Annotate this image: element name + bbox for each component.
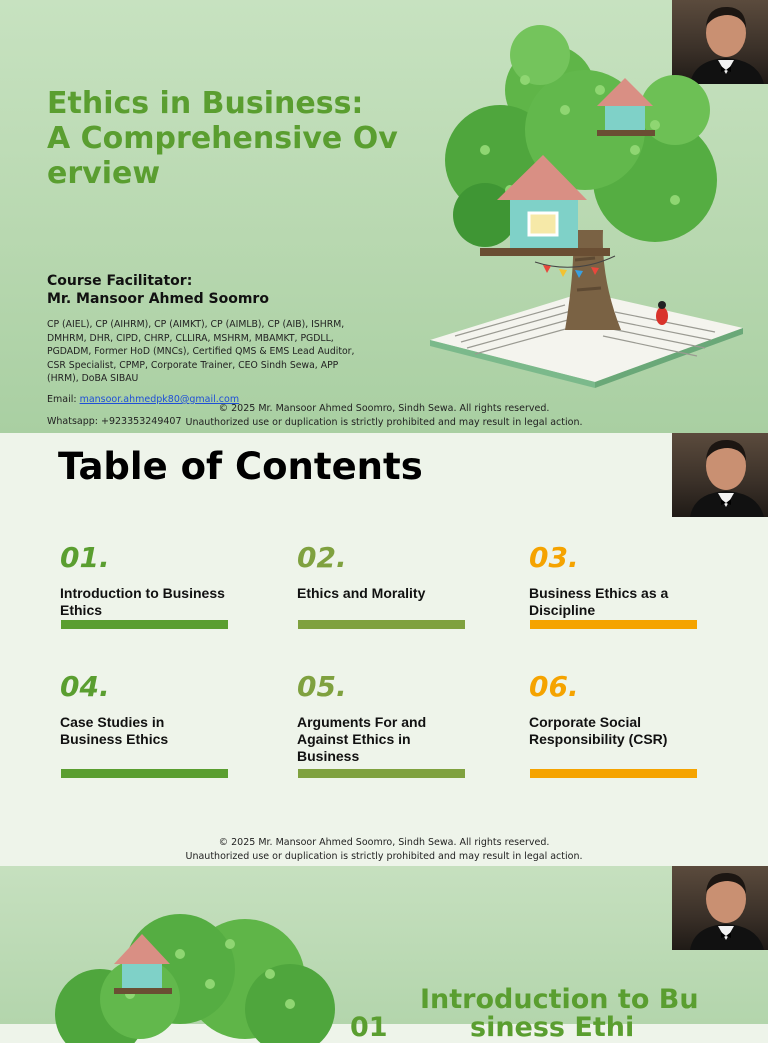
treehouse-illustration	[425, 30, 750, 390]
title-slide	[0, 0, 768, 433]
facilitator-credentials: CP (AIEL), CP (AIHRM), CP (AIMKT), CP (AIMLB), CP (AIB), ISHRM, DMHRM, DHR, CIPD, CHRP, CLLIRA, MSHRM, MBAMKT, PGDLL, PGDADM, Former HoD (MNCs), Certified QMS & EMS Lead Auditor, CSR Specialist, CPMP, Corporate Trainer, CEO Sindh Sewa, APP (HRM), DoBA SIBAU	[47, 319, 355, 384]
facilitator-photo	[672, 866, 768, 950]
toc-item-3	[529, 541, 699, 619]
toc-bar-6	[530, 769, 697, 778]
section-slide	[0, 866, 768, 1043]
section-title-continued: siness Ethi	[470, 1012, 635, 1043]
copyright-line: © 2025 Mr. Mansoor Ahmed Soomro, Sindh Sewa. All rights reserved.	[218, 403, 550, 414]
facilitator-name: Mr. Mansoor Ahmed Soomro	[47, 291, 269, 307]
deck-title-line: Ethics in Business:	[47, 86, 364, 121]
toc-label: Case Studies in Business Ethics	[60, 714, 169, 747]
toc-item-5	[297, 670, 467, 765]
toc-title: Table of Contents	[58, 445, 423, 488]
toc-item-4	[60, 670, 230, 748]
deck-title-line: erview	[47, 156, 161, 191]
toc-item-6	[529, 670, 699, 748]
toc-number: 04.	[60, 670, 110, 703]
email-label: Email:	[47, 394, 80, 405]
toc-number: 06.	[529, 670, 579, 703]
facilitator-label: Course Facilitator:	[47, 273, 193, 289]
toc-number: 05.	[297, 670, 347, 703]
toc-label: Corporate Social Responsibility (CSR)	[529, 714, 668, 747]
deck-title	[47, 86, 437, 191]
email-link[interactable]: mansoor.ahmedpk80@gmail.com	[79, 394, 240, 405]
toc-number: 03.	[529, 541, 579, 574]
whatsapp-number: Whatsapp: +923353249407	[47, 416, 182, 427]
copyright-notice	[0, 836, 768, 863]
toc-number: 02.	[297, 541, 347, 574]
toc-bar-2	[298, 620, 465, 629]
section-number: 01	[350, 1012, 388, 1043]
copyright-line: Unauthorized use or duplication is strictly prohibited and may result in legal action.	[185, 850, 583, 862]
toc-label: Business Ethics as a Discipline	[529, 585, 669, 618]
toc-item-2	[297, 541, 467, 602]
copyright-notice	[0, 402, 768, 429]
toc-bar-5	[298, 769, 465, 778]
toc-label: Introduction to Business Ethics	[60, 585, 225, 618]
toc-bar-1	[61, 620, 228, 629]
section-title: Introduction to Bu	[420, 984, 699, 1015]
copyright-line: © 2025 Mr. Mansoor Ahmed Soomro, Sindh Sewa. All rights reserved.	[218, 837, 550, 848]
toc-label: Ethics and Morality	[297, 585, 426, 601]
toc-bar-4	[61, 769, 228, 778]
treehouse-illustration	[40, 904, 340, 1024]
toc-label: Arguments For and Against Ethics in Business	[297, 714, 427, 764]
table-of-contents-slide	[0, 433, 768, 866]
facilitator-photo	[672, 433, 768, 517]
toc-number: 01.	[60, 541, 110, 574]
toc-bar-3	[530, 620, 697, 629]
deck-title-line: A Comprehensive Ov	[47, 121, 398, 156]
toc-item-1	[60, 541, 230, 619]
copyright-line: Unauthorized use or duplication is strictly prohibited and may result in legal action.	[185, 416, 583, 428]
